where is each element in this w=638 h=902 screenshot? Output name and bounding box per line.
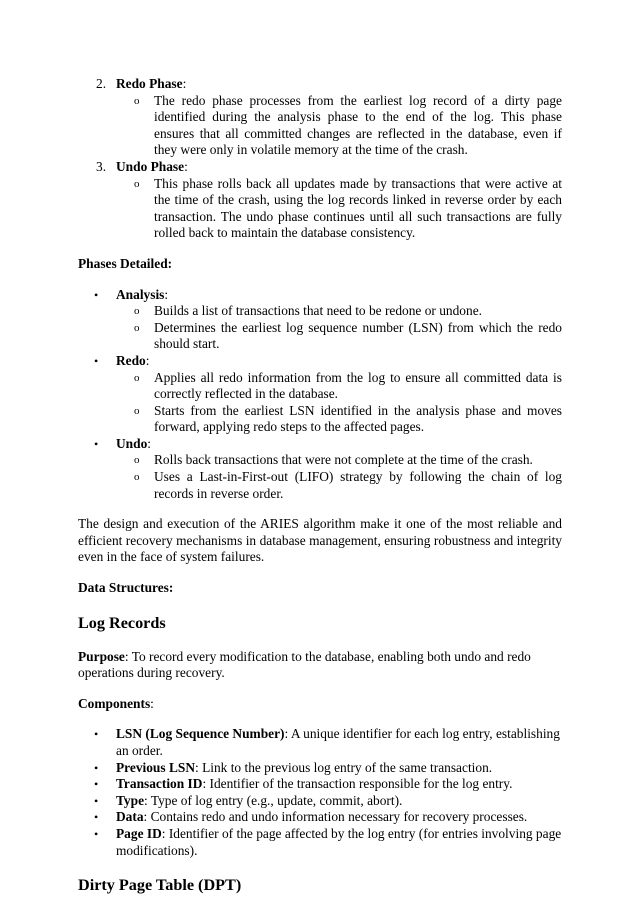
phase-detail-analysis <box>78 287 562 353</box>
components-paragraph <box>78 696 562 713</box>
list-item <box>78 793 562 810</box>
list-item <box>116 452 562 469</box>
purpose-label: Purpose <box>78 648 125 664</box>
list-item-text: Uses a Last-in-First-out (LIFO) strategy by following the chain of log records in reverse order. <box>154 469 562 501</box>
phase-item-undo <box>78 159 562 242</box>
phase-detail-colon: : <box>145 352 150 368</box>
bullet-icon: • <box>94 793 99 808</box>
bullet-icon: • <box>94 727 99 742</box>
list-item-text: Builds a list of transactions that need to be redone or undone. <box>154 303 482 319</box>
list-item-text: This phase rolls back all updates made by transactions that were active at the time of the crash, using the log records linked in reverse order by each transaction. The undo phase continues until all such transactions are fully rolled back to maintain the database consistency. <box>154 175 562 241</box>
phase-detail-sub-list <box>116 452 562 502</box>
phase-sub-list <box>116 176 562 242</box>
list-number: 2. <box>96 76 107 91</box>
components-colon: : <box>150 695 154 711</box>
list-item <box>116 176 562 242</box>
components-label: Components <box>78 695 151 711</box>
component-text: : Identifier of the transaction responsible for the log entry. <box>202 776 513 792</box>
phase-item-redo <box>78 76 562 159</box>
list-item <box>116 469 562 502</box>
list-item-text: Starts from the earliest LSN identified in the analysis phase and moves forward, applying redo steps to the affected pages. <box>154 402 562 435</box>
purpose-text: : To record every modification to the database, enabling both undo and redo operations during recovery. <box>78 648 531 681</box>
component-text: : Link to the previous log entry of the same transaction. <box>195 759 493 775</box>
circle-bullet-icon: o <box>134 321 140 334</box>
component-label: Data <box>116 809 144 825</box>
phase-title-colon: : <box>182 76 187 91</box>
dirty-page-table-heading: Dirty Page Table (DPT) <box>78 876 242 895</box>
list-item <box>116 303 562 320</box>
bullet-icon: • <box>94 436 99 451</box>
component-label: Type <box>116 792 145 808</box>
list-item-text: Rolls back transactions that were not complete at the time of the crash. <box>154 452 533 468</box>
phase-detail-title: Redo <box>116 352 146 368</box>
circle-bullet-icon: o <box>134 305 140 318</box>
phase-detail-undo <box>78 436 562 502</box>
list-item <box>116 370 562 403</box>
bullet-icon: • <box>94 287 99 302</box>
document-page <box>78 76 562 895</box>
phases-numbered-list <box>78 76 562 242</box>
list-item <box>116 403 562 436</box>
bullet-icon: • <box>94 826 99 841</box>
circle-bullet-icon: o <box>134 471 140 484</box>
phase-title: Undo Phase <box>116 158 185 174</box>
bullet-icon: • <box>94 760 99 775</box>
component-text: : Contains redo and undo information necessary for recovery processes. <box>143 809 528 825</box>
list-item-text: The redo phase processes from the earliest log record of a dirty page identified during the analysis phase to the end of the log. This phase ensures that all committed changes are reflected in the database, even if they were only in volatile memory at the time of the crash. <box>154 92 562 158</box>
list-item <box>116 320 562 353</box>
phase-detail-colon: : <box>164 286 169 302</box>
phase-detail-colon: : <box>147 435 151 451</box>
circle-bullet-icon: o <box>134 371 140 384</box>
summary-paragraph: The design and execution of the ARIES algorithm make it one of the most reliable and efficient recovery mechanisms in database management, ensuring robustness and integrity even in the face of system failures. <box>78 516 562 565</box>
phase-sub-list <box>116 93 562 159</box>
component-text: : Identifier of the page affected by the log entry (for entries involving page modifications). <box>116 825 562 858</box>
circle-bullet-icon: o <box>134 404 140 417</box>
phase-detail-sub-list <box>116 370 562 436</box>
circle-bullet-icon: o <box>134 177 140 190</box>
list-item <box>78 776 562 793</box>
list-item <box>116 93 562 159</box>
phase-detail-title: Undo <box>116 435 148 451</box>
list-item <box>78 809 562 826</box>
circle-bullet-icon: o <box>134 454 140 467</box>
log-records-heading: Log Records <box>78 613 166 632</box>
bullet-icon: • <box>94 810 99 825</box>
component-text: : Type of log entry (e.g., update, commit, abort). <box>144 792 403 808</box>
list-number: 3. <box>96 158 107 174</box>
phase-title: Redo Phase <box>116 76 183 91</box>
list-item <box>78 760 562 777</box>
phase-title-colon: : <box>184 158 188 174</box>
phase-detail-sub-list <box>116 303 562 353</box>
bullet-icon: • <box>94 777 99 792</box>
components-list <box>78 726 562 859</box>
phase-detail-title: Analysis <box>116 286 165 302</box>
list-item-text: Determines the earliest log sequence number (LSN) from which the redo should start. <box>154 319 562 352</box>
component-text: : A unique identifier for each log entry, establishing an order. <box>116 726 560 758</box>
component-label: Page ID <box>116 825 162 841</box>
phases-detailed-heading: Phases Detailed: <box>78 255 173 271</box>
bullet-icon: • <box>94 353 99 368</box>
data-structures-heading: Data Structures: <box>78 580 174 596</box>
component-label: Previous LSN <box>116 759 195 775</box>
list-item-text: Applies all redo information from the log to ensure all committed data is correctly reflected in the database. <box>154 369 562 402</box>
list-item <box>78 726 562 759</box>
phases-detailed-list <box>78 287 562 503</box>
component-label: LSN (Log Sequence Number) <box>116 726 285 742</box>
component-label: Transaction ID <box>116 776 203 792</box>
phase-detail-redo <box>78 353 562 436</box>
list-item <box>78 826 562 859</box>
purpose-paragraph <box>78 649 562 682</box>
circle-bullet-icon: o <box>134 94 140 107</box>
